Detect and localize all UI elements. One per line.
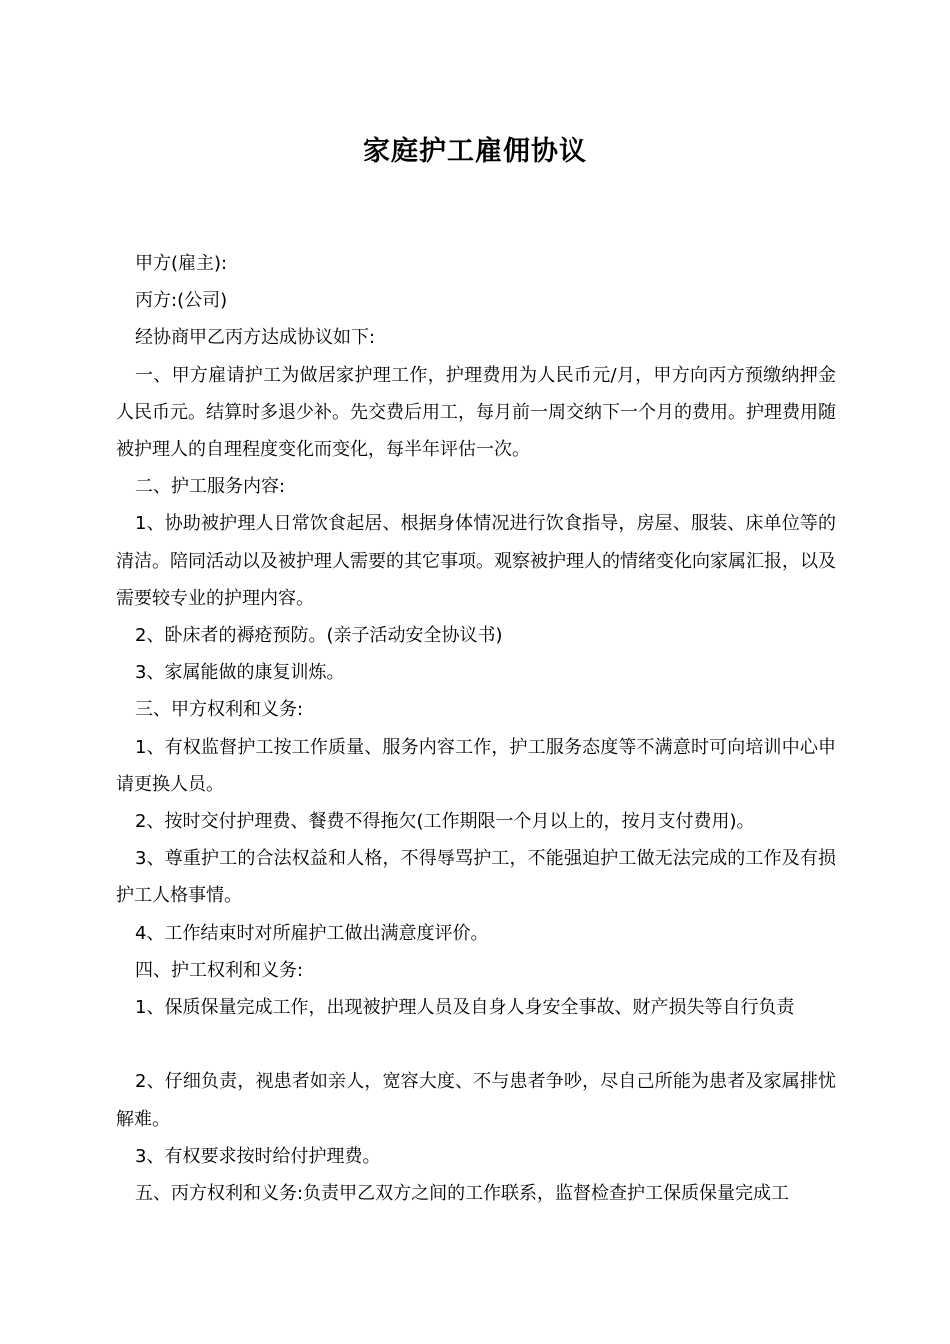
paragraph-section-3-item-1: 1、有权监督护工按工作质量、服务内容工作，护工服务态度等不满意时可向培训中心申请更换人员。 (116, 736, 836, 795)
heading-section-2: 二、护工服务内容: (135, 476, 286, 498)
paragraph-section-2-item-1: 1、协助被护理人日常饮食起居、根据身体情况进行饮食指导，房屋、服装、床单位等的清洁。陪同活动以及被护理人需要的其它事项。观察被护理人的情绪变化向家属汇报，以及需要较专业的护理内容。 (116, 513, 836, 609)
paragraph-section-2-item-3: 3、家属能做的康复训炼。 (135, 662, 345, 684)
heading-section-4: 四、护工权利和义务: (135, 959, 304, 981)
paragraph-section-1: 一、甲方雇请护工为做居家护理工作，护理费用为人民币元/月，甲方向丙方预缴纳押金人民币元。结算时多退少补。先交费后用工，每月前一周交纳下一个月的费用。护理费用随被护理人的自理程度变化而变化，每半年评估一次。 (116, 364, 836, 461)
heading-section-3: 三、甲方权利和义务: (135, 699, 304, 721)
paragraph-agreement-intro: 经协商甲乙丙方达成协议如下: (135, 327, 376, 349)
blank-line (116, 1026, 836, 1063)
paragraph-section-3-item-3: 3、尊重护工的合法权益和人格，不得辱骂护工，不能强迫护工做无法完成的工作及有损护工人格事情。 (116, 848, 836, 907)
document-body (116, 245, 836, 1212)
paragraph-section-2-item-2: 2、卧床者的褥疮预防。(亲子活动安全协议书) (135, 625, 503, 647)
paragraph-party-c: 丙方:(公司) (135, 290, 228, 312)
paragraph-party-a: 甲方(雇主): (135, 253, 228, 274)
paragraph-section-5: 五、丙方权利和义务:负责甲乙双方之间的工作联系，监督检查护工保质保量完成工 (135, 1183, 790, 1205)
paragraph-section-3-item-4: 4、工作结束时对所雇护工做出满意度评价。 (135, 922, 489, 944)
paragraph-section-4-item-1: 1、保质保量完成工作，出现被护理人员及自身人身安全事故、财产损失等自行负责 (135, 997, 795, 1019)
paragraph-section-3-item-2: 2、按时交付护理费、餐费不得拖欠(工作期限一个月以上的，按月支付费用)。 (135, 811, 755, 833)
paragraph-section-4-item-2: 2、仔细负责，视患者如亲人，宽容大度、不与患者争吵，尽自己所能为患者及家属排忧解难。 (116, 1071, 836, 1130)
document-title: 家庭护工雇佣协议 (363, 136, 587, 167)
paragraph-section-4-item-3: 3、有权要求按时给付护理费。 (135, 1145, 381, 1167)
